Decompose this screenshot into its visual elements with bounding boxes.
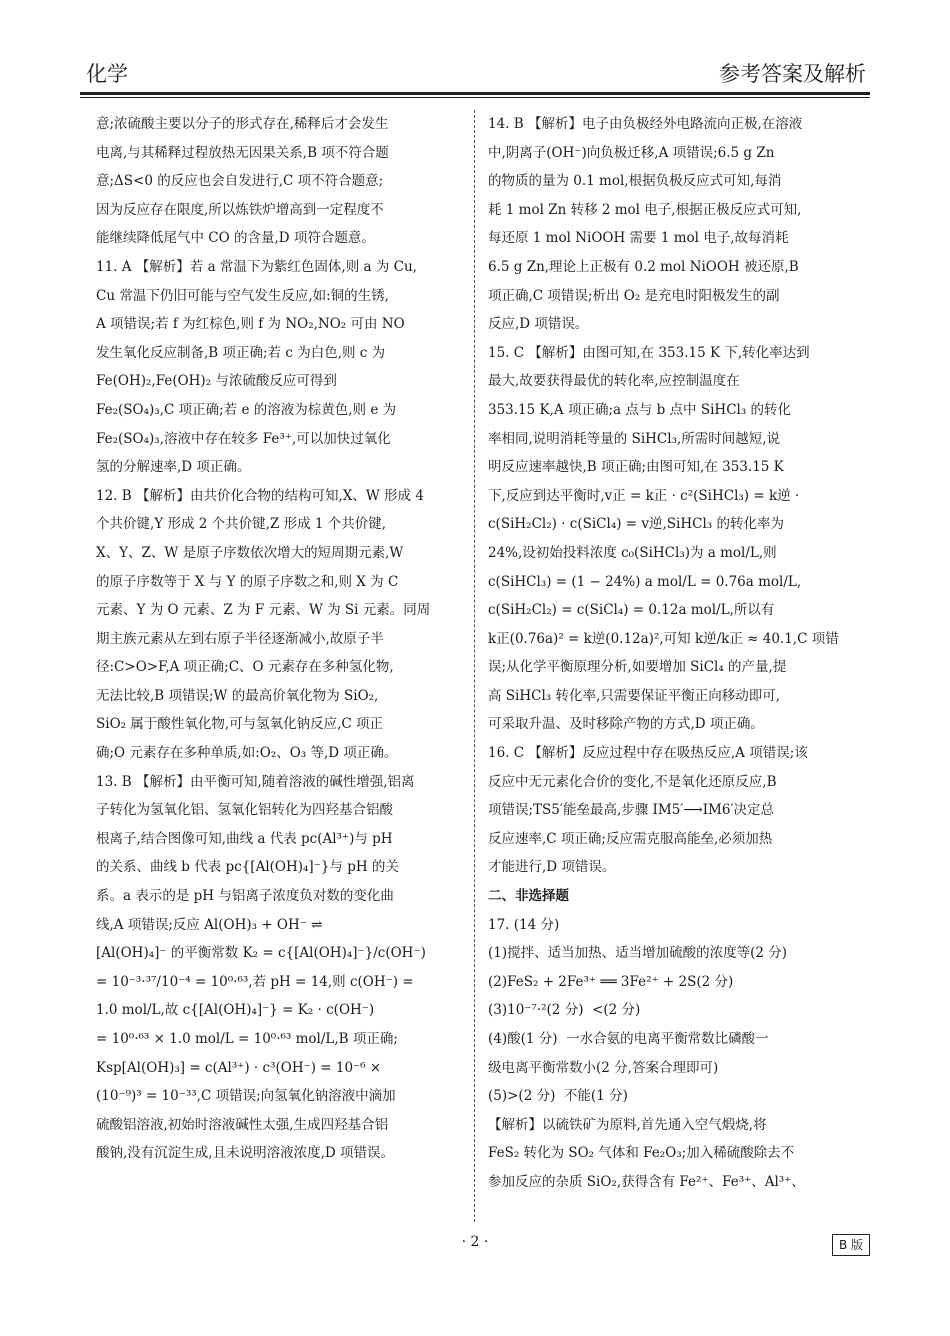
text-line: k正(0.76a)² = k逆(0.12a)²,可知 k逆/k正 ≈ 40.1,C 项错 [488,630,839,647]
text-line: (5)>(2 分) 不能(1 分) [488,1088,628,1105]
text-line: 参加反应的杂质 SiO₂,获得含有 Fe²⁺、Fe³⁺、Al³⁺、 [488,1173,805,1190]
text-line: (2)FeS₂ + 2Fe³⁺ ══ 3Fe²⁺ + 2S(2 分) [488,973,734,990]
text-line: 1.0 mol/L,故 c{[Al(OH)₄]⁻} = K₂ · c(OH⁻) [96,1002,375,1019]
text-line: SiO₂ 属于酸性氧化物,可与氢氧化钠反应,C 项正 [96,716,384,733]
text-line: 项正确,C 项错误;析出 O₂ 是充电时阳极发生的副 [488,287,780,304]
text-line: 项错误;TS5′能垒最高,步骤 IM5′⟶IM6′决定总 [488,802,775,819]
text-line: 可采取升温、及时移除产物的方式,D 项正确。 [488,716,764,733]
text-line: Ksp[Al(OH)₃] = c(Al³⁺) · c³(OH⁻) = 10⁻⁶ × [96,1059,382,1076]
left-column [96,110,468,1168]
text-line: Fe₂(SO₄)₃,溶液中存在较多 Fe³⁺,可以加快过氧化 [96,430,391,447]
version-badge: B 版 [832,1234,870,1256]
text-line: 11. A 【解析】若 a 常温下为紫红色固体,则 a 为 Cu, [96,258,417,275]
text-line: 误;从化学平衡原理分析,如要增加 SiCl₄ 的产量,提 [488,659,787,676]
right-column [488,110,868,1197]
text-line: 根离子,结合图像可知,曲线 a 代表 pc(Al³⁺)与 pH [96,830,393,847]
text-line: 电离,与其稀释过程放热无因果关系,B 项不符合题 [96,144,389,161]
text-line: 的关系、曲线 b 代表 pc{[Al(OH)₄]⁻}与 pH 的关 [96,859,399,876]
text-line: 发生氧化反应制备,B 项正确;若 c 为白色,则 c 为 [96,344,386,361]
text-line: 子转化为氢氧化铝、氢氧化铝转化为四羟基合铝酸 [96,802,393,819]
section-title: 参考答案及解析 [719,62,866,86]
text-line: c(SiH₂Cl₂) = c(SiCl₄) = 0.12a mol/L,所以有 [488,602,775,619]
text-line: 意;浓硫酸主要以分子的形式存在,稀释后才会发生 [96,116,389,132]
text-line: 系。a 表示的是 pH 与铝离子浓度负对数的变化曲 [96,888,394,905]
text-line: 能继续降低尾气中 CO 的含量,D 项符合题意。 [96,230,375,247]
text-line: X、Y、Z、W 是原子序数依次增大的短周期元素,W [96,544,404,561]
text-line: = 10⁻³·³⁷/10⁻⁴ = 10⁰·⁶³,若 pH = 14,则 c(OH⁻) = [96,973,414,990]
text-line: 率相同,说明消耗等量的 SiHCl₃,所需时间越短,说 [488,430,781,447]
text-line: 的原子序数等于 X 与 Y 的原子序数之和,则 X 为 C [96,573,399,590]
text-line: 高 SiHCl₃ 转化率,只需要保证平衡正向移动即可, [488,687,781,704]
text-line: 酸钠,没有沉淀生成,且未说明溶液浓度,D 项错误。 [96,1145,394,1162]
text-line: (1)搅拌、适当加热、适当增加硫酸的浓度等(2 分) [488,945,788,962]
text-line: 级电离平衡常数小(2 分,答案合理即可) [488,1059,719,1076]
text-line: 确;O 元素存在多种单质,如:O₂、O₃ 等,D 项正确。 [96,745,398,762]
text-line: 意;ΔS<0 的反应也会自发进行,C 项不符合题意; [96,173,384,190]
text-line: = 10⁰·⁶³ × 1.0 mol/L = 10⁰·⁶³ mol/L,B 项正确; [96,1031,398,1047]
text-line: 17. (14 分) [488,916,560,933]
text-line: c(SiH₂Cl₂) · c(SiCl₄) = v逆,SiHCl₃ 的转化率为 [488,516,784,533]
text-line: 才能进行,D 项错误。 [488,859,616,876]
header-rule-thin [80,97,870,98]
page-number: · 2 · [461,1234,489,1250]
text-line: (3)10⁻⁷·²(2 分) <(2 分) [488,1002,641,1019]
text-line: 中,阴离子(OH⁻)向负极迁移,A 项错误;6.5 g Zn [488,144,775,161]
text-line: 反应,D 项错误。 [488,316,589,333]
text-line: 【解析】以硫铁矿为原料,首先通入空气煅烧,将 [488,1116,767,1133]
subject-title: 化学 [86,62,128,86]
text-line: 16. C 【解析】反应过程中存在吸热反应,A 项错误;该 [488,745,808,762]
text-line: 的物质的量为 0.1 mol,根据负极反应式可知,每消 [488,173,782,190]
text-line: 期主族元素从左到右原子半径逐渐减小,故原子半 [96,630,384,647]
text-line: 最大,故要获得最优的转化率,应控制温度在 [488,373,740,390]
text-line: 12. B 【解析】由共价化合物的结构可知,X、W 形成 4 [96,487,424,504]
text-line: A 项错误;若 f 为红棕色,则 f 为 NO₂,NO₂ 可由 NO [96,316,405,333]
text-line: 径:C>O>F,A 项正确;C、O 元素存在多种氢化物, [96,659,394,676]
text-line: (4)酸(1 分) 一水合氨的电离平衡常数比磷酸一 [488,1031,769,1047]
text-line: 13. B 【解析】由平衡可知,随着溶液的碱性增强,铝离 [96,773,415,790]
header-rule-thick [80,92,870,95]
text-line: FeS₂ 转化为 SO₂ 气体和 Fe₂O₃;加入稀硫酸除去不 [488,1145,795,1162]
text-line: (10⁻⁹)³ = 10⁻³³,C 项错误;向氢氧化钠溶液中滴加 [96,1088,396,1105]
text-line: 个共价键,Y 形成 2 个共价键,Z 形成 1 个共价键, [96,516,387,533]
text-line: 硫酸铝溶液,初始时溶液碱性太强,生成四羟基合铝 [96,1116,389,1133]
text-line: 二、非选择题 [488,888,569,905]
text-line: 353.15 K,A 项正确;a 点与 b 点中 SiHCl₃ 的转化 [488,401,792,418]
text-line: 线,A 项错误;反应 Al(OH)₃ + OH⁻ ⇌ [96,916,323,933]
text-line: 因为反应存在限度,所以炼铁炉增高到一定程度不 [96,201,384,218]
text-line: 反应速率,C 项正确;反应需克服高能垒,必须加热 [488,830,773,847]
text-line: 反应中无元素化合价的变化,不是氧化还原反应,B [488,773,777,790]
text-line: 氢的分解速率,D 项正确。 [96,459,251,476]
text-line: 每还原 1 mol NiOOH 需要 1 mol 电子,故每消耗 [488,230,789,247]
text-line: 元素、Y 为 O 元素、Z 为 F 元素、W 为 Si 元素。同周 [96,602,431,619]
text-line: c(SiHCl₃) = (1 − 24%) a mol/L = 0.76a mol/L, [488,573,802,590]
text-line: 24%,设初始投料浓度 c₀(SiHCl₃)为 a mol/L,则 [488,544,777,561]
text-line: 14. B 【解析】电子由负极经外电路流向正极,在溶液 [488,116,803,132]
text-line: 无法比较,B 项错误;W 的最高价氧化物为 SiO₂, [96,687,379,704]
text-line: 耗 1 mol Zn 转移 2 mol 电子,根据正极反应式可知, [488,201,802,218]
text-line: Fe(OH)₂,Fe(OH)₂ 与浓硫酸反应可得到 [96,373,337,390]
text-line: 6.5 g Zn,理论上正极有 0.2 mol NiOOH 被还原,B [488,258,799,275]
text-line: [Al(OH)₄]⁻ 的平衡常数 K₂ = c{[Al(OH)₄]⁻}/c(OH⁻) [96,945,426,962]
text-line: 15. C 【解析】由图可知,在 353.15 K 下,转化率达到 [488,344,810,361]
page-header [80,58,870,88]
text-line: 下,反应到达平衡时,v正 = k正 · c²(SiHCl₃) = k逆 · [488,487,800,504]
column-divider [474,110,475,1222]
text-line: Fe₂(SO₄)₃,C 项正确;若 e 的溶液为棕黄色,则 e 为 [96,401,397,418]
text-line: Cu 常温下仍旧可能与空气发生反应,如:铜的生锈, [96,287,389,304]
text-line: 明反应速率越快,B 项正确;由图可知,在 353.15 K [488,459,784,476]
